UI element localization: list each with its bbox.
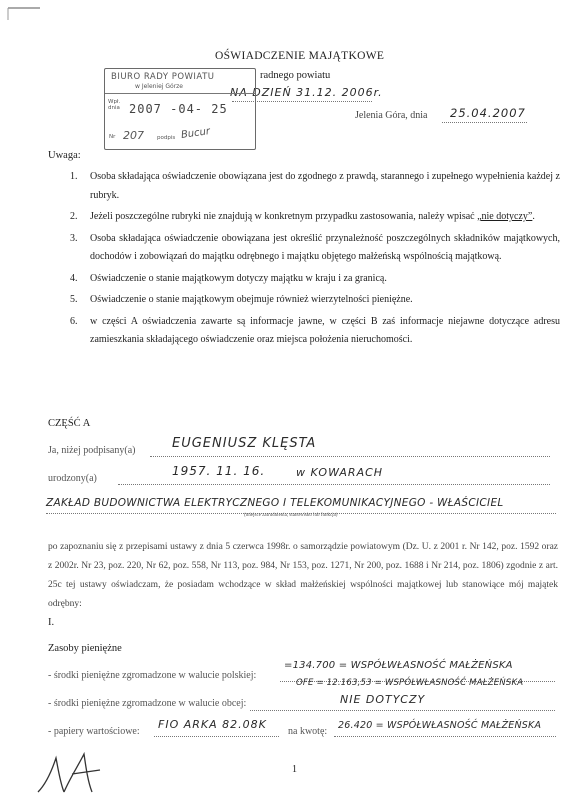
stamp-divider [105, 93, 255, 94]
ofe-value: OFE = 12.163,53 = WSPÓŁWŁASNOŚĆ MAŁŻEŃSKA [296, 678, 524, 688]
foreign-label: - środki pieniężne zgromadzone w walucie obcej: [48, 698, 247, 709]
name-value: EUGENIUSZ KLĘSTA [172, 436, 317, 451]
instruction-item: 6. w części A oświadczenia zawarte są informacje jawne, w części B zaś informacje niejawne dotyczące adresu zamieszkania składającego oświadczenie oraz miejsca położenia nieruchomości. [70, 315, 560, 345]
stamp-sign-label: podpis [157, 135, 176, 141]
part-a-heading: CZĘŚĆ A [48, 418, 91, 429]
name-label: Ja, niżej podpisany(a) [48, 445, 136, 456]
amount-label: na kwotę: [288, 726, 328, 737]
born-label: urodzony(a) [48, 473, 97, 484]
born-date: 1957. 11. 16. [172, 464, 266, 478]
stamp-office: BIURO RADY POWIATU [111, 72, 215, 82]
amount-value: 26.420 = WSPÓŁWŁASNOŚĆ MAŁŻEŃSKA [338, 720, 542, 731]
scan-margin-artifact [0, 0, 42, 800]
amount-underline [334, 736, 556, 737]
uwaga-label: Uwaga: [48, 150, 81, 161]
instruction-item: 1. Osoba składająca oświadczenie obowiązana jest do zgodnego z prawdą, starannego i zupełnego wypełnienia każdej z rubryk. [70, 171, 560, 201]
born-place: w KOWARACH [296, 466, 384, 479]
name-underline [150, 456, 550, 457]
instruction-item: 2. Jeżeli poszczególne rubryki nie znajdują w konkretnym przypadku zastosowania, należy wpisać „nie dotyczy”. [70, 211, 535, 222]
workplace-value: ZAKŁAD BUDOWNICTWA ELEKTRYCZNEGO I TELEKOMUNIKACYJNEGO - WŁAŚCICIEL [46, 497, 504, 509]
securities-label: - papiery wartościowe: [48, 726, 140, 737]
section-i-heading: Zasoby pieniężne [48, 643, 122, 654]
stamp-received-label: Wpł. dnia [108, 99, 121, 111]
securities-value: FIO ARKA 82.08K [158, 718, 267, 731]
stamp-nr-label: Nr [109, 134, 116, 140]
registry-stamp [104, 68, 256, 150]
place-date: 25.04.2007 [450, 106, 526, 120]
stamp-nr-value: 207 [123, 129, 144, 142]
handwritten-date-line: NA DZIEŃ 31.12. 2006r. [230, 86, 383, 99]
place-date-underline [442, 122, 527, 123]
foreign-underline [250, 710, 555, 711]
stamp-signature: Bucur [180, 126, 211, 141]
legal-text: po zapoznaniu się z przepisami ustawy z dnia 5 czerwca 1998r. o samorządzie powiatowym (Dz. U. z 2001 r. Nr 142, poz. 1592 oraz z 2002r. Nr 23, poz. 220, Nr 62, poz. 558, Nr 113, poz. 984, Nr 153, poz. 1271, Nr 200, poz. 1688 i Nr 214, poz. 1806) zgodnie z art. 25c tej ustawy oświadczam, że posiadam wchodzące w skład małżeńskiej wspólności majątkowej lub stanowiące mój majątek odrębny: [48, 542, 558, 609]
instructions-list [70, 168, 560, 353]
born-underline [118, 484, 550, 485]
securities-underline [154, 736, 279, 737]
foreign-value: NIE DOTYCZY [340, 693, 426, 706]
document-title: OŚWIADCZENIE MAJĄTKOWE [215, 50, 385, 62]
document-subtitle: radnego powiatu [260, 70, 331, 81]
stamp-city: w Jeleniej Górze [135, 83, 183, 90]
initials-signature [34, 748, 114, 796]
pln-label: - środki pieniężne zgromadzone w walucie polskiej: [48, 670, 257, 681]
page-number: 1 [292, 764, 297, 775]
instruction-item: 5. Oświadczenie o stanie majątkowym obejmuje również wierzytelności pieniężne. [70, 294, 413, 305]
instruction-item: 4. Oświadczenie o stanie majątkowym dotyczy majątku w kraju i za granicą. [70, 272, 387, 284]
place-label: Jelenia Góra, dnia [355, 110, 428, 121]
pln-value: =134.700 = WSPÓŁWŁASNOŚĆ MAŁŻEŃSKA [284, 660, 513, 671]
workplace-caption: (miejsce zatrudnienia, stanowisko lub funkcja) [244, 513, 338, 518]
nie-dotyczy-emphasis: „nie dotyczy” [477, 211, 533, 222]
section-i-roman: I. [48, 617, 55, 628]
stamp-date: 2007 -04- 25 [129, 102, 228, 116]
instruction-item: 3. Osoba składająca oświadczenie obowiązana jest określić przynależność poszczególnych składników majątkowych, dochodów i zobowiązań do majątku odrębnego i majątku objętego małżeńską wspólnością majątkową. [70, 232, 560, 262]
